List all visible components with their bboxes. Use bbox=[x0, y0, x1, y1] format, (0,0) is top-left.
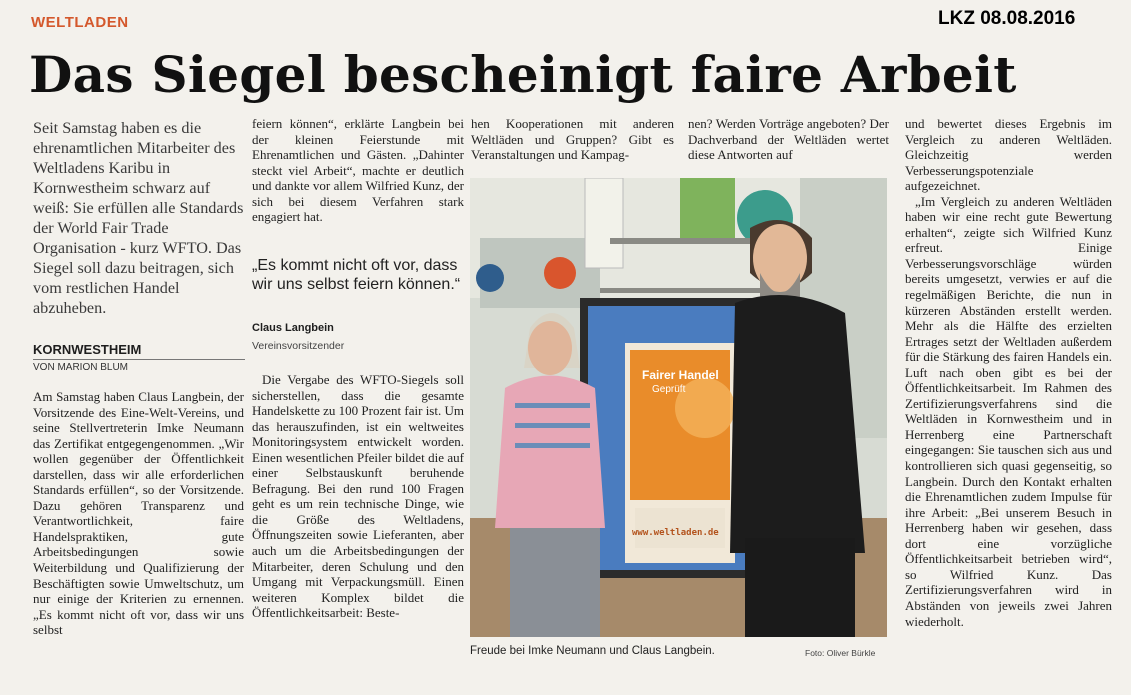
column-2-top: feiern können“, erklärte Langbein bei der kleinen Feierstunde mit Ehrenamtlichen und Gästen. „Dahinter steckt viel Arbeit“, machte er deutlich und dankte vor allem Wilfried Kunz, der sich bei diesem Verfahren stark engagiert hat. bbox=[252, 116, 464, 225]
column-5: und bewertet dieses Ergebnis im Vergleich zu anderen Weltläden. Gleichzeitig werden Verbesserungspotenziale aufgezeichnet. „Im Vergleich zu anderen Weltläden haben wir eine recht gute Bewertung erhalten“, zeigte sich Wilfried Kunz erfreut. Einige Verbesserungsvorschläge würden bereits umgesetzt, verwies er auf die regelmäßigen Berichte, die nun in kürzeren Abständen erstellt werden. Mehr als die Hälfte des erzielten Ertrages setzt der Weltladen außerdem für die Stärkung des fairen Handels ein. Luft nach oben gibt es bei der Öffentlichkeitsarbeit. Im Rahmen des Zertifizierungsverfahrens sind die Weltläden in Kornwestheim und in Herrenberg eine Partnerschaft eingegangen: Sie tauschen sich aus und kontrollieren sich quasi gegenseitig, so Langbein. Durch den Kontakt erhalten die Ehrenamtlichen zudem Impulse für ihre Arbeit: „Bei unserem Besuch in Herrenberg haben wir gesehen, dass dort eine vorzügliche Öffentlichkeitsarbeit betrieben wird“, so Wilfried Kunz. Das Zertifizierungsverfahren wird in Abständen von jeweils zwei Jahren wiederholt. bbox=[905, 116, 1112, 629]
poster-subtitle: Geprüft bbox=[652, 384, 686, 395]
photo-caption: Freude bei Imke Neumann und Claus Langbein. bbox=[470, 645, 715, 657]
dateline: LKZ 08.08.2016 bbox=[938, 8, 1076, 29]
quote-author-role: Vereinsvorsitzender bbox=[252, 340, 345, 352]
column-3: hen Kooperationen mit anderen Weltläden und Gruppen? Gibt es Veranstaltungen und Kampag- bbox=[471, 116, 674, 163]
poster-url: www.weltladen.de bbox=[632, 528, 719, 538]
place-label: KORNWESTHEIM bbox=[33, 342, 245, 360]
headline: Das Siegel bescheinigt faire Arbeit bbox=[29, 45, 1017, 104]
photo-illustration bbox=[470, 178, 887, 637]
article-photo bbox=[470, 178, 887, 637]
section-rubric: WELTLADEN bbox=[31, 14, 129, 31]
lead-paragraph: Seit Samstag haben es die ehrenamtlichen Mitarbeiter des Weltladens Karibu in Kornwestheim schwarz auf weiß: Sie erfüllen alle Standards der World Fair Trade Organisation - kurz WFTO. Das Siegel soll dazu beitragen, sich vom restlichen Handel abzuheben. bbox=[33, 119, 244, 317]
column-2-bottom: Die Vergabe des WFTO-Siegels soll sicherstellen, dass die gesamte Handelskette zu 100 Prozent fair ist. Um das herauszufinden, ist ein weltweites Monitoringsystem entwickelt worden. Einen wesentlichen Pfeiler bildet die auf einer Selbstauskunft beruhende Befragung. Bei den rund 100 Fragen geht es um rein technische Dinge, wie die Größe des Weltladens, Öffnungszeiten sowie Lieferanten, aber auch um die Arbeitsbedingungen der Mitarbeiter, deren Schulung und den Umgang mit Verpackungsmüll. Einen weiteren Komplex bildet die Öffentlichkeitsarbeit: Beste- bbox=[252, 372, 464, 621]
poster-title: Fairer Handel bbox=[642, 368, 719, 382]
author-byline: VON MARION BLUM bbox=[33, 362, 129, 373]
column-1: Am Samstag haben Claus Langbein, der Vorsitzende des Eine-Welt-Vereins, und seine Stellvertreterin Imke Neumann das Zertifikat entgegengenommen. „Wir wollen gegenüber der Öffentlichkeit darstellen, dass wir alle erforderlichen Standards erfüllen“, so der Vorsitzende. Dazu gehören Transparenz und Verantwortlichkeit, faire Handelspraktiken, gute Arbeitsbedingungen sowie Weiterbildung und Qualifizierung der Beschäftigten sowie Umweltschutz, um nur einige der Kriterien zu ernennen. „Es kommt nicht oft vor, dass wir uns selbst bbox=[33, 389, 244, 638]
column-4: nen? Werden Vorträge angeboten? Der Dachverband der Weltläden wertet diese Antworten auf bbox=[688, 116, 889, 163]
photo-credit: Foto: Oliver Bürkle bbox=[805, 648, 876, 658]
pull-quote: „Es kommt nicht oft vor, dass wir uns selbst feiern können.“ bbox=[252, 257, 461, 293]
quote-author: Claus Langbein bbox=[252, 322, 334, 334]
